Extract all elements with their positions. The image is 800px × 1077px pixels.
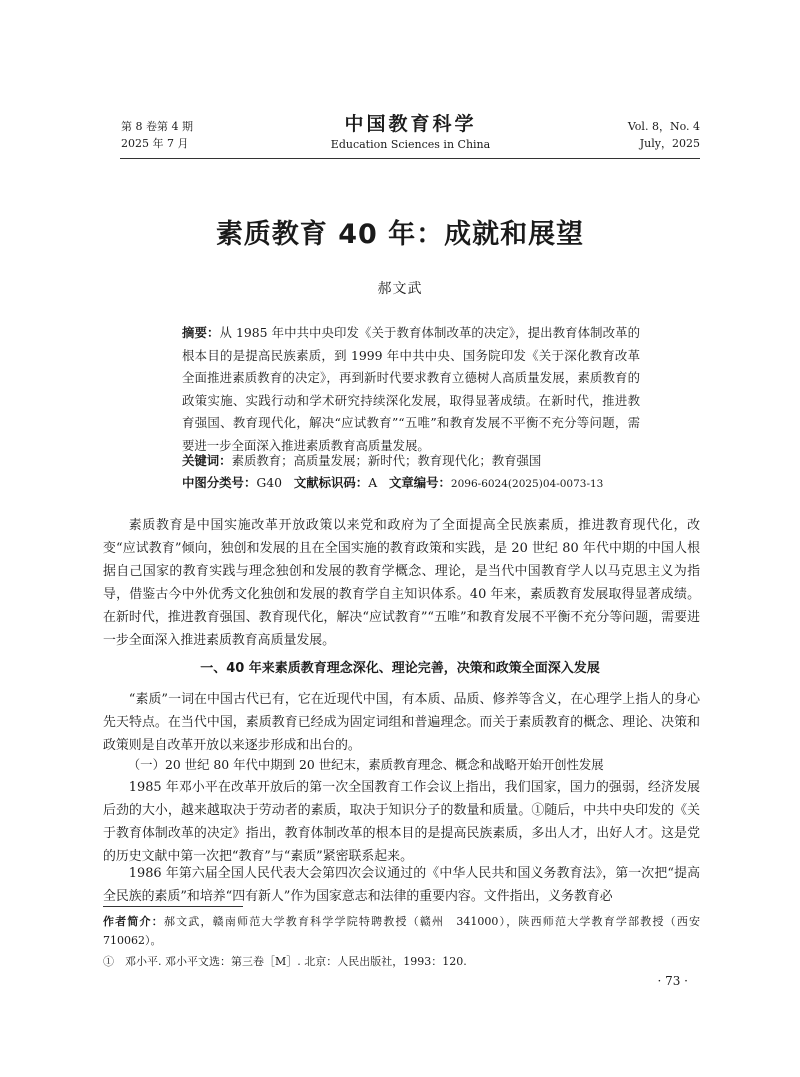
page-number: · 73 · <box>657 974 688 988</box>
intro-text: 素质教育是中国实施改革开放政策以来党和政府为了全面提高全民族素质，推进教育现代化，改变“应试教育”倾向，独创和发展的且在全国实施的教育政策和实践，是 20 世纪 80 年代中期的中国人根据自己国家的教育实践与理念独创和发展的教育学概念、理论，是当代中国教育学人以马克思主义为指导，借鉴古今中外优秀文化独创和发展的教育学自主知识体系。40 年来，素质教育发展取得显著成绩。在新时代，推进教育强国、教育现代化，解决“应试教育”“五唯”和教育发展不平衡不充分等问题，需要进一步全面深入推进素质教育高质量发展。 <box>103 518 700 649</box>
header-rule <box>120 158 700 159</box>
article-author: 郝文武 <box>377 281 423 297</box>
doc-code-value: A <box>368 475 378 490</box>
section1-p2-text: 1985 年邓小平在改革开放后的第一次全国教育工作会议上指出，我们国家，国力的强弱，经济发展后劲的大小，越来越取决于劳动者的素质，取决于知识分子的数量和质量。①随后，中共中央印发的《关于教育体制改革的决定》指出，教育体制改革的根本目的是提高民族素质，多出人才，出好人才。这是党的历史文献中第一次把“教育”与“素质”紧密联系起来。 <box>103 780 700 865</box>
article-number-label: 文章编号： <box>388 475 451 490</box>
journal-name-en: Education Sciences in China <box>330 138 491 151</box>
author-bio-label: 作者简介： <box>103 915 164 928</box>
keywords-text: 素质教育；高质量发展；新时代；教育现代化；教育强国 <box>231 453 542 468</box>
article-number-value: 2096-6024(2025)04-0073-13 <box>450 478 604 490</box>
section1-p3-text: 1986 年第六届全国人民代表大会第四次会议通过的《中华人民共和国义务教育法》，第一次把“提高全民族的素质”和培养“四有新人”作为国家意志和法律的重要内容。文件指出，义务教育必 <box>103 866 700 905</box>
section1-paragraph-3 <box>103 862 700 908</box>
abstract-label: 摘要： <box>182 325 220 340</box>
publication-date: 2025 年 7 月 <box>121 137 189 150</box>
volume-issue-en: Vol. 8，No. 4 <box>627 120 700 133</box>
section1-p1-text: “素质”一词在中国古代已有，它在近现代中国，有本质、品质、修养等含义，在心理学上指人的身心先天特点。在当代中国，素质教育已经成为固定词组和普遍理念。而关于素质教育的概念、理论、决策和政策则是自改革开放以来逐步形成和出台的。 <box>103 692 700 754</box>
section1-paragraph-1 <box>103 688 700 757</box>
footnote-1: ① 邓小平. 邓小平文选：第三卷［M］. 北京：人民出版社，1993：120. <box>103 955 467 968</box>
doc-code-label: 文献标识码： <box>293 475 369 490</box>
keywords-label: 关键词： <box>182 453 232 468</box>
running-header <box>121 112 700 158</box>
section-heading-1: 一、40 年来素质教育理念深化、理论完善，决策和政策全面深入发展 <box>200 661 600 676</box>
clc-value: G40 <box>256 475 283 490</box>
journal-logo-cn: 中国教育科学 <box>344 113 477 135</box>
clc-label: 中图分类号： <box>182 475 257 490</box>
publication-date-en: July，2025 <box>639 137 700 150</box>
author-bio <box>103 912 712 950</box>
classification-line <box>182 472 603 496</box>
keywords <box>182 450 541 473</box>
intro-paragraph <box>103 514 700 653</box>
abstract-text: 从 1985 年中共中央印发《关于教育体制改革的决定》，提出教育体制改革的根本目的是提高民族素质，到 1999 年中共中央、国务院印发《关于深化教育改革全面推进素质教育的决定》，再到新时代要求教育立德树人高质量发展，素质教育的政策实施、实践行动和学术研究持续深化发展，取得显著成绩。在新时代，推进教育强国、教育现代化，解决“应试教育”“五唯”和教育发展不平衡不充分等问题，需要进一步全面深入推进素质教育高质量发展。 <box>182 325 641 453</box>
section1-paragraph-2 <box>103 776 700 868</box>
subsection-heading-1: （一）20 世纪 80 年代中期到 20 世纪末，素质教育理念、概念和战略开始开创性发展 <box>127 757 604 772</box>
article-title: 素质教育 40 年：成就和展望 <box>215 219 585 250</box>
footnote-rule <box>103 906 243 907</box>
journal-masthead <box>121 112 700 153</box>
volume-issue: 第 8 卷第 4 期 <box>121 120 193 133</box>
issue-info-en <box>628 118 700 152</box>
abstract <box>182 322 640 457</box>
author-bio-text: 郝文武，赣南师范大学教育科学学院特聘教授（赣州 341000），陕西师范大学教育学部教授（西安 710062）。 <box>103 915 712 947</box>
